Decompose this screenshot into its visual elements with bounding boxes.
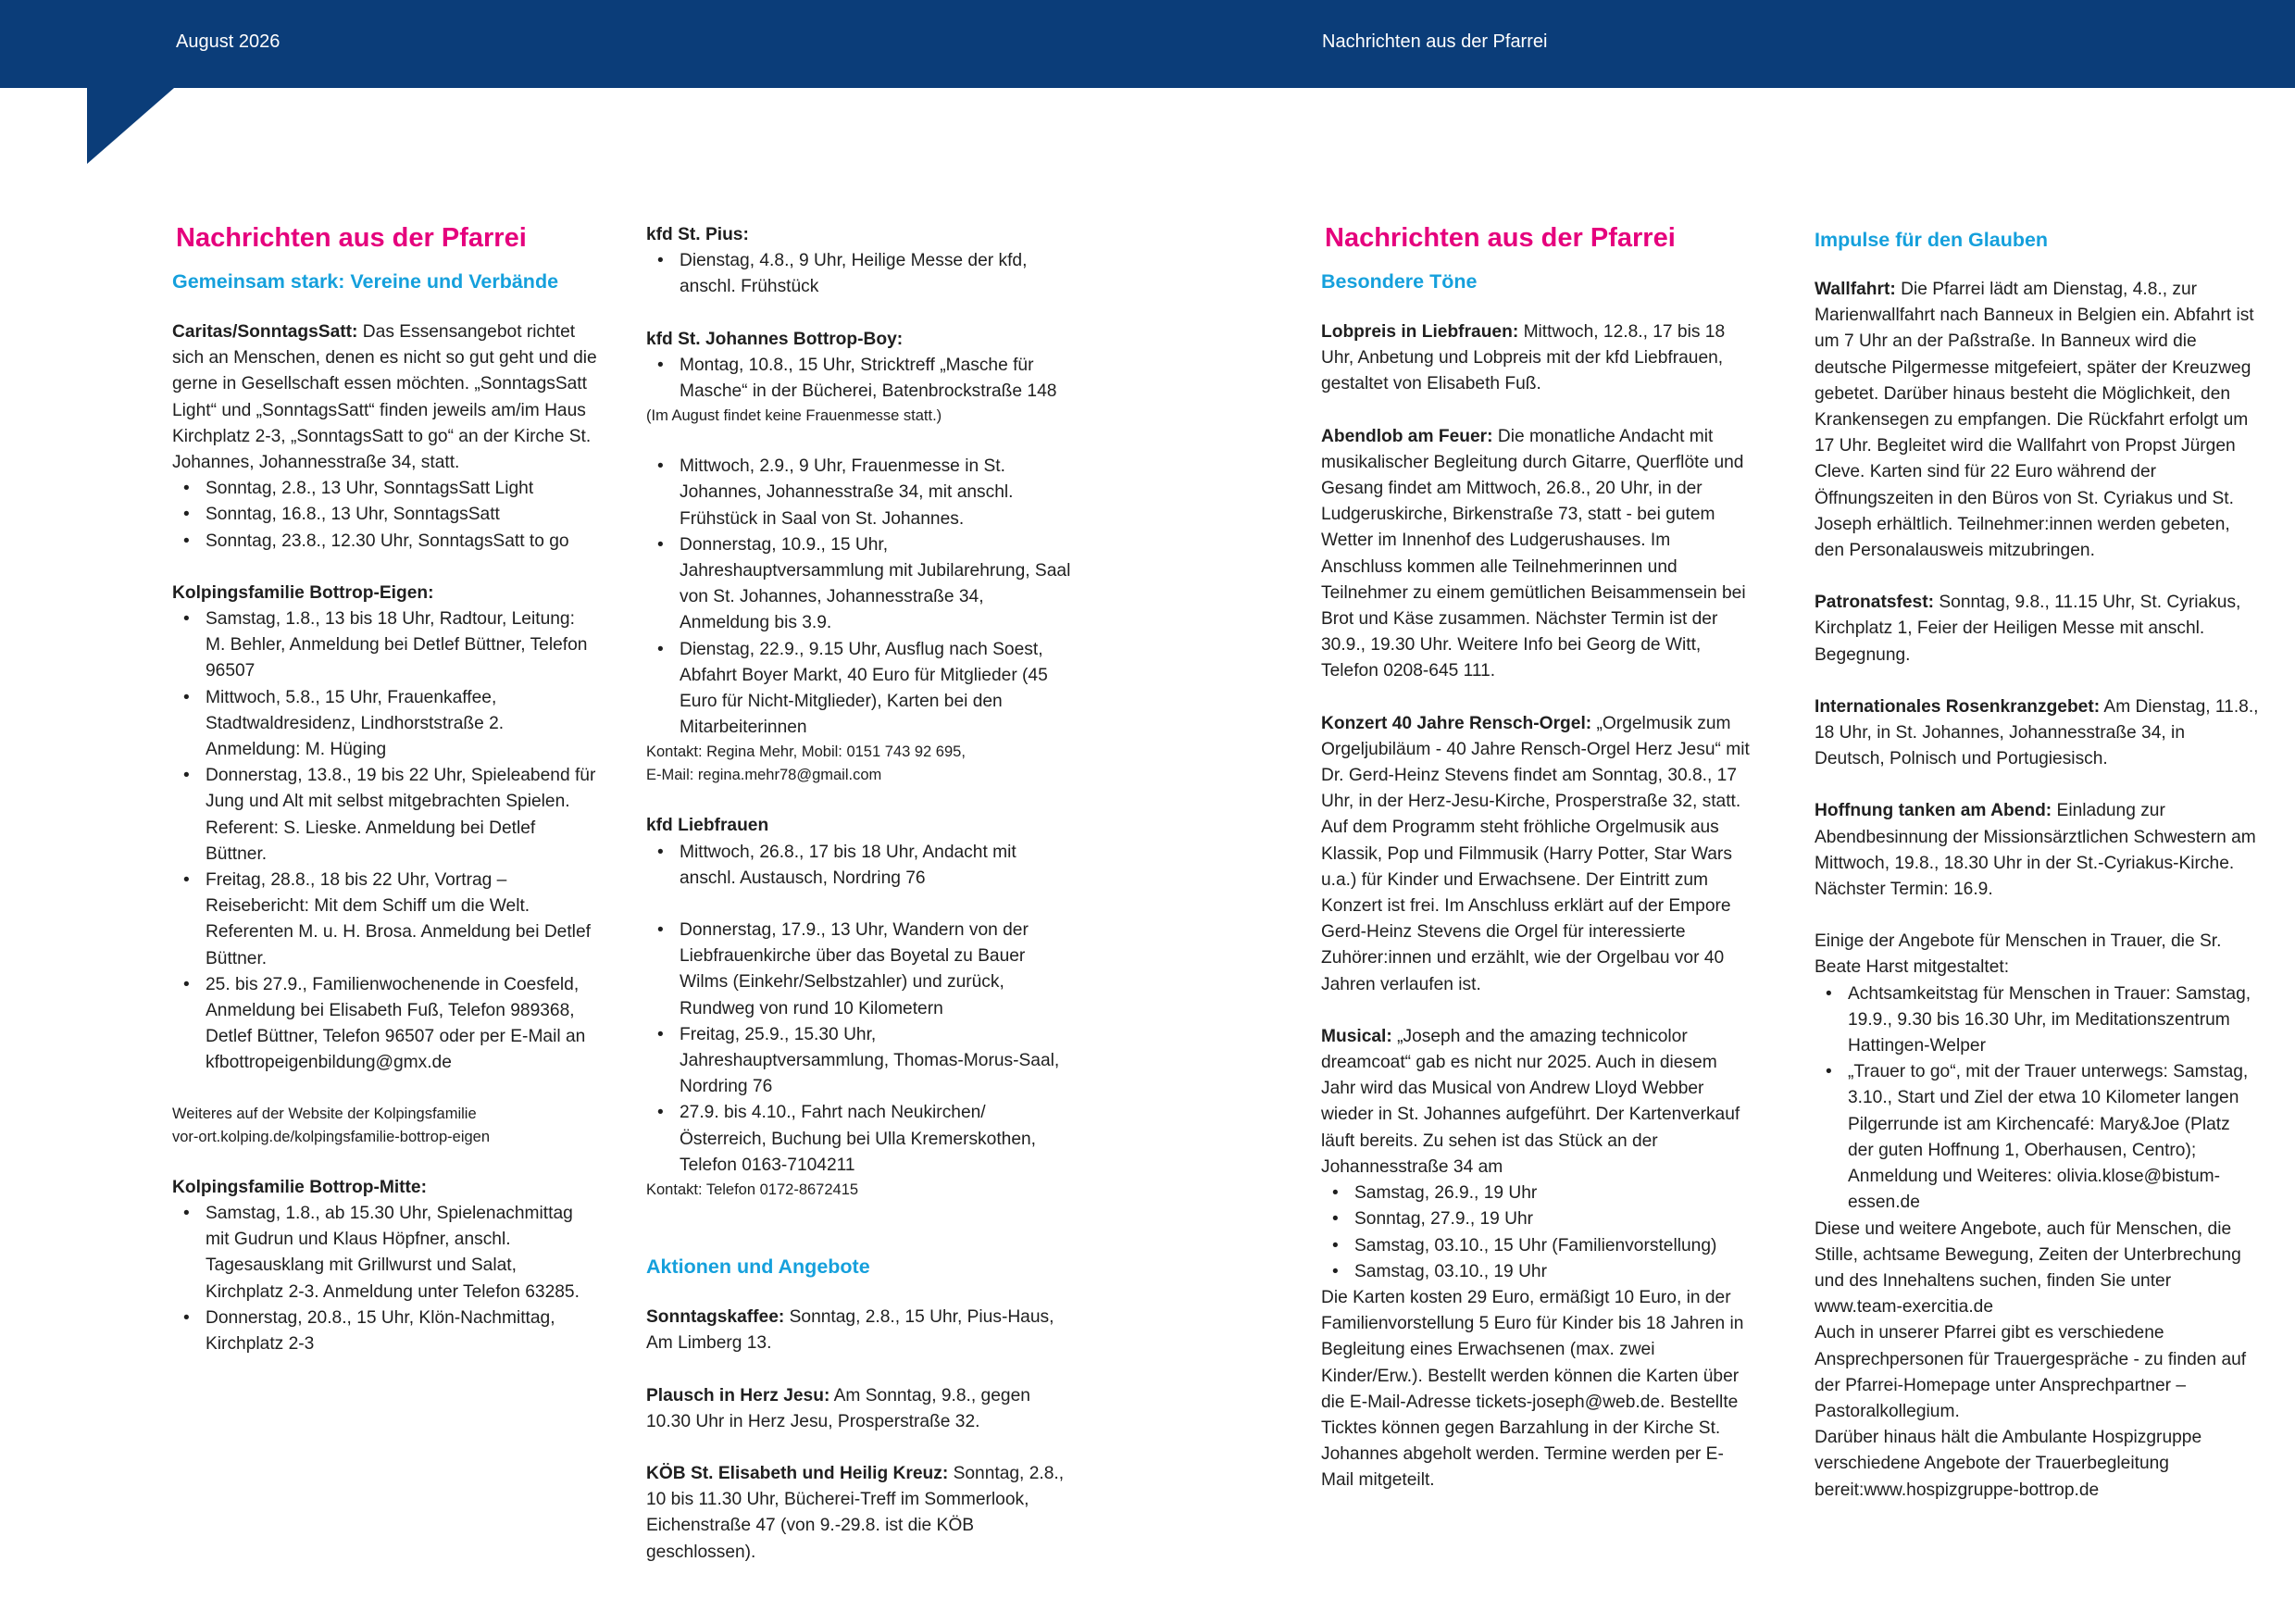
header-section-title: Nachrichten aus der Pfarrei <box>1322 31 1548 52</box>
corner-triangle <box>87 88 174 164</box>
list-item: • Samstag, 03.10., 15 Uhr (Familienvorstellung) <box>1321 1233 1752 1259</box>
musical-tickets-paragraph: Die Karten kosten 29 Euro, ermäßigt 10 Euro, in der Familienvorstellung 5 Euro für Kinder bis 18 Jahren in Begleitung eines Erwachsenen (max. zwei Kinder/Erw.). Bestellt werden können die Karten über die E-Mail-Adresse tickets-joseph@web.de. Bestellte Ticktes können gegen Barzahlung in der Kirche St. Johannes abgeholt werden. Termine werden per E-Mail mitgeteilt. <box>1321 1287 1744 1491</box>
konzert-label: Konzert 40 Jahre Rensch-Orgel: <box>1321 713 1592 733</box>
list-item: • Dienstag, 4.8., 9 Uhr, Heilige Messe der kfd, anschl. Frühstück <box>646 248 1072 300</box>
column-4 <box>1815 222 2259 1504</box>
caritas-block <box>172 319 598 555</box>
trauer-paragraph-1: Diese und weitere Angebote, auch für Menschen, die Stille, achtsame Bewegung, Zeiten der Unterbrechung und des Innehaltens suchen, finden Sie unter www.team-exercitia.de <box>1815 1218 2241 1318</box>
hoffnung-label: Hoffnung tanken am Abend: <box>1815 801 2052 821</box>
plausch-paragraph <box>646 1383 1072 1435</box>
list-item: • Mittwoch, 5.8., 15 Uhr, Frauenkaffee, Stadtwaldresidenz, Lindhorststraße 2. Anmeldung: M. Hüging <box>172 685 598 764</box>
kfd-johannes-note: (Im August findet keine Frauenmesse statt.) <box>646 407 942 425</box>
list-item: • Sonntag, 16.8., 13 Uhr, SonntagsSatt <box>172 502 598 528</box>
list-item: • Sonntag, 27.9., 19 Uhr <box>1321 1206 1752 1232</box>
musical-text: „Joseph and the amazing technicolor dreamcoat“ gab es nicht nur 2025. Auch in diesem Jahr wird das Musical von Andrew Lloyd Webber wieder in St. Johannes aufgeführt. Der Kartenverkauf läuft bereits. Zu sehen ist das Stück an der Johannesstraße 34 am <box>1321 1026 1740 1177</box>
sonntagskaffee-paragraph <box>646 1305 1072 1356</box>
trauer-list <box>1815 981 2259 1217</box>
trauer-intro: Einige der Angebote für Menschen in Trauer, die Sr. Beate Harst mitgestaltet: <box>1815 931 2222 978</box>
koeb-text: Sonntag, 2.8., 10 bis 11.30 Uhr, Bücherei-Treff im Sommerlook, Eichenstraße 47 (von 9.-29.8. ist die KÖB geschlossen). <box>646 1463 1065 1562</box>
trauer-paragraph-3: Darüber hinaus hält die Ambulante Hospizgruppe verschiedene Angebote der Trauerbegleitung bereit:www.hospizgruppe-bottrop.de <box>1815 1428 2202 1500</box>
rosenkranz-text: Am Dienstag, 11.8., 18 Uhr, in St. Johannes, Johannesstraße 34, in Deutsch, Polnisch und Portugiesisch. <box>1815 696 2259 769</box>
kfd-pius-label: kfd St. Pius: <box>646 225 749 244</box>
column-3 <box>1321 222 1752 1494</box>
kolping-eigen-list <box>172 606 598 1077</box>
rosenkranz-label: Internationales Rosenkranzgebet: <box>1815 696 2101 717</box>
kfd-johannes-list-1 <box>646 353 1072 405</box>
trauer-block <box>1815 929 2259 1503</box>
caritas-text: Das Essensangebot richtet sich an Menschen, denen es nicht so gut geht und die gerne in Gesellschaft essen möchten. „SonntagsSatt Light“ und „SonntagsSatt“ finden jeweils am/im Haus Kirchplatz 2-3, „SonntagsSatt to go“ an der Kirche St. Johannes, Johannesstraße 34, statt. <box>172 322 597 473</box>
kolping-mitte-label: Kolpingsfamilie Bottrop-Mitte: <box>172 1177 427 1197</box>
koeb-label: KÖB St. Elisabeth und Heilig Kreuz: <box>646 1463 949 1483</box>
list-item: • Mittwoch, 2.9., 9 Uhr, Frauenmesse in St. Johannes, Johannesstraße 34, mit anschl. Frühstück in Saal von St. Johannes. <box>646 454 1072 532</box>
lobpreis-text: Mittwoch, 12.8., 17 bis 18 Uhr, Anbetung und Lobpreis mit der kfd Liebfrauen, gestaltet von Elisabeth Fuß. <box>1321 322 1726 394</box>
abendlob-paragraph <box>1321 424 1752 685</box>
kfd-liebfrauen-list-1 <box>646 840 1072 892</box>
list-item: • Freitag, 28.8., 18 bis 22 Uhr, Vortrag – Reisebericht: Mit dem Schiff um die Welt. Referenten M. u. H. Brosa. Anmeldung bei Detlef Büttner. <box>172 868 598 972</box>
kolping-mitte-list <box>172 1201 598 1357</box>
kfd-liebfrauen-contact: Kontakt: Telefon 0172-8672415 <box>646 1181 859 1199</box>
list-item: • „Trauer to go“, mit der Trauer unterwegs: Samstag, 3.10., Start und Ziel der etwa 10 Kilometer langen Pilgerrunde ist am Kirchencafé: Mary&Joe (Platz der guten Hoffnung 1, Oberhausen, Centro); Anmeldung und Weiteres: olivia.klose@bistum-essen.de <box>1815 1059 2259 1216</box>
list-item: • 27.9. bis 4.10., Fahrt nach Neukirchen/ Österreich, Buchung bei Ulla Kremerskothen, Telefon 0163-7104211 <box>646 1100 1072 1179</box>
kfd-liebfrauen-list-2 <box>646 918 1072 1179</box>
wallfahrt-paragraph <box>1815 277 2259 564</box>
list-item: • Achtsamkeitstag für Menschen in Trauer: Samstag, 19.9., 9.30 bis 16.30 Uhr, im Meditationszentrum Hattingen-Welper <box>1815 981 2259 1060</box>
kfd-liebfrauen-block <box>646 813 1072 1202</box>
kolping-eigen-note: Weiteres auf der Website der Kolpingsfamilie <box>172 1105 477 1122</box>
konzert-paragraph <box>1321 711 1752 998</box>
musical-block <box>1321 1024 1752 1494</box>
kfd-johannes-contact: Kontakt: Regina Mehr, Mobil: 0151 743 92 695, <box>646 743 966 761</box>
section-heading-vereine: Gemeinsam stark: Vereine und Verbände <box>172 270 559 293</box>
kfd-johannes-label: kfd St. Johannes Bottrop-Boy: <box>646 329 904 349</box>
abendlob-label: Abendlob am Feuer: <box>1321 426 1493 446</box>
list-item: • Donnerstag, 20.8., 15 Uhr, Klön-Nachmittag, Kirchplatz 2-3 <box>172 1305 598 1357</box>
patronatsfest-paragraph <box>1815 590 2259 668</box>
section-heading-impulse: Impulse für den Glauben <box>1815 229 2049 251</box>
list-item: • Montag, 10.8., 15 Uhr, Stricktreff „Masche für Masche“ in der Bücherei, Batenbrockstraße 148 <box>646 353 1072 405</box>
lobpreis-label: Lobpreis in Liebfrauen: <box>1321 322 1519 342</box>
kfd-johannes-block <box>646 327 1072 788</box>
trauer-paragraph-2: Auch in unserer Pfarrei gibt es verschiedene Ansprechpersonen für Trauergespräche - zu finden auf der Pfarrei-Homepage unter Ansprechpartner – Pastoralkollegium. <box>1815 1323 2247 1421</box>
kolping-eigen-block <box>172 581 598 1149</box>
abendlob-text: Die monatliche Andacht mit musikalischer Begleitung durch Gitarre, Querflöte und Gesang findet am Mittwoch, 26.8., 20 Uhr, in der Ludgeruskirche, Birkenstraße 73, statt - bei gutem Wetter im Innenhof des Ludgerushauses. Im Anschluss kommen alle Teilnehmerinnen und Teilnehmer zu einem gemütlichen Beisammensein bei Brot und Käse zusammen. Nächster Termin ist der 30.9., 19.30 Uhr. Weitere Info bei Georg de Witt, Telefon 0208-645 111. <box>1321 426 1746 681</box>
plausch-label: Plausch in Herz Jesu: <box>646 1385 830 1405</box>
sonntagskaffee-label: Sonntagskaffee: <box>646 1307 785 1328</box>
hoffnung-text: Einladung zur Abendbesinnung der Missionsärztlichen Schwestern am Mittwoch, 19.8., 18.30 Uhr in der St.-Cyriakus-Kirche. Nächster Termin: 16.9. <box>1815 801 2256 900</box>
section-heading-aktionen: Aktionen und Angebote <box>646 1255 870 1279</box>
kfd-johannes-list-2 <box>646 454 1072 741</box>
header-bar <box>0 0 2295 88</box>
konzert-text: „Orgelmusik zum Orgeljubiläum - 40 Jahre Rensch-Orgel Herz Jesu“ mit Dr. Gerd-Heinz Stevens findet am Sonntag, 30.8., 17 Uhr, in der Herz-Jesu-Kirche, Prosperstraße 32, statt. Auf dem Programm steht fröhliche Orgelmusik aus Klassik, Pop und Filmmusik (Harry Potter, Star Wars u.a.) für Kinder und Erwachsene. Der Eintritt zum Konzert ist frei. Im Anschluss erklärt auf der Empore Gerd-Heinz Stevens die Orgel für interessierte Zuhörer:innen und erzählt, wie der Orgelbau vor 40 Jahren verlaufen ist. <box>1321 713 1750 994</box>
list-item: • Donnerstag, 10.9., 15 Uhr, Jahreshauptversammlung mit Jubilarehrung, Saal von St. Johannes, Johannesstraße 34, Anmeldung bis 3.9. <box>646 532 1072 637</box>
list-item: • Freitag, 25.9., 15.30 Uhr, Jahreshauptversammlung, Thomas-Morus-Saal, Nordring 76 <box>646 1022 1072 1101</box>
list-item: • Donnerstag, 13.8., 19 bis 22 Uhr, Spieleabend für Jung und Alt mit selbst mitgebrachten Spielen. Referent: S. Lieske. Anmeldung bei Detlef Büttner. <box>172 763 598 868</box>
kfd-liebfrauen-label: kfd Liebfrauen <box>646 816 769 836</box>
musical-label: Musical: <box>1321 1026 1392 1046</box>
kfd-johannes-email: E-Mail: regina.mehr78@gmail.com <box>646 767 882 784</box>
patronatsfest-text: Sonntag, 9.8., 11.15 Uhr, St. Cyriakus, Kirchplatz 1, Feier der Heiligen Messe mit anschl. Begegnung. <box>1815 593 2241 665</box>
hoffnung-paragraph <box>1815 798 2259 903</box>
page-title-right: Nachrichten aus der Pfarrei <box>1325 223 1676 253</box>
kolping-eigen-website: vor-ort.kolping.de/kolpingsfamilie-bottrop-eigen <box>172 1128 491 1145</box>
list-item: • Samstag, 1.8., ab 15.30 Uhr, Spielenachmittag mit Gudrun und Klaus Höpfner, anschl. Tagesausklang mit Grillwurst und Salat, Kirchplatz 2-3. Anmeldung unter Telefon 63285. <box>172 1201 598 1305</box>
plausch-text: Am Sonntag, 9.8., gegen 10.30 Uhr in Herz Jesu, Prosperstraße 32. <box>646 1385 1030 1431</box>
list-item: • Sonntag, 2.8., 13 Uhr, SonntagsSatt Light <box>172 476 598 502</box>
wallfahrt-label: Wallfahrt: <box>1815 280 1896 299</box>
kfd-pius-block <box>646 222 1072 301</box>
caritas-list <box>172 476 598 555</box>
list-item: • Samstag, 1.8., 13 bis 18 Uhr, Radtour, Leitung: M. Behler, Anmeldung bei Detlef Büttner, Telefon 96507 <box>172 606 598 685</box>
caritas-paragraph <box>172 319 598 476</box>
list-item: • Mittwoch, 26.8., 17 bis 18 Uhr, Andacht mit anschl. Austausch, Nordring 76 <box>646 840 1072 892</box>
list-item: • Samstag, 03.10., 19 Uhr <box>1321 1259 1752 1285</box>
list-item: • Sonntag, 23.8., 12.30 Uhr, SonntagsSatt to go <box>172 529 598 555</box>
caritas-label: Caritas/SonntagsSatt: <box>172 322 358 342</box>
list-item: • Samstag, 26.9., 19 Uhr <box>1321 1181 1752 1206</box>
header-date: August 2026 <box>176 31 281 52</box>
rosenkranz-paragraph <box>1815 694 2259 773</box>
kolping-eigen-label: Kolpingsfamilie Bottrop-Eigen: <box>172 582 434 603</box>
lobpreis-paragraph <box>1321 319 1752 398</box>
musical-dates-list <box>1321 1181 1752 1285</box>
sonntagskaffee-text: Sonntag, 2.8., 15 Uhr, Pius-Haus, Am Limberg 13. <box>646 1307 1054 1354</box>
list-item: • Dienstag, 22.9., 9.15 Uhr, Ausflug nach Soest, Abfahrt Boyer Markt, 40 Euro für Mitglieder (45 Euro für Nicht-Mitglieder), Karten bei den Mitarbeiterinnen <box>646 637 1072 742</box>
musical-paragraph <box>1321 1024 1752 1181</box>
column-2 <box>646 222 1072 1592</box>
column-1 <box>172 222 598 1383</box>
wallfahrt-text: Die Pfarrei lädt am Dienstag, 4.8., zur Marienwallfahrt nach Banneux in Belgien ein. Abfahrt ist um 7 Uhr an der Paßstraße. In Banneux wird die deutsche Pilgermesse mitgefeiert, später der Kreuzweg gebetet. Darüber hinaus besteht die Möglichkeit, den Krankensegen zu empfangen. Die Rückfahrt erfolgt um 17 Uhr. Begleitet wird die Wallfahrt von Propst Jürgen Cleve. Karten sind für 22 Euro während der Öffnungszeiten in den Büros von St. Cyriakus und St. Joseph erhältlich. Teilnehmer:innen werden gebeten, den Personalausweis mitzubringen. <box>1815 280 2254 561</box>
section-heading-toene: Besondere Töne <box>1321 270 1478 293</box>
list-item: • 25. bis 27.9., Familienwochenende in Coesfeld, Anmeldung bei Elisabeth Fuß, Telefon 989368, Detlef Büttner, Telefon 96507 oder per E-Mail an kfbottropeigenbildung@gmx.de <box>172 972 598 1077</box>
koeb-paragraph <box>646 1461 1072 1566</box>
patronatsfest-label: Patronatsfest: <box>1815 593 1935 613</box>
kolping-mitte-block <box>172 1175 598 1357</box>
page-title-left: Nachrichten aus der Pfarrei <box>176 223 527 253</box>
kfd-pius-list <box>646 248 1072 300</box>
list-item: • Donnerstag, 17.9., 13 Uhr, Wandern von der Liebfrauenkirche über das Boyetal zu Bauer Wilms (Einkehr/Selbstzahler) und zurück, Rundweg von rund 10 Kilometern <box>646 918 1072 1022</box>
